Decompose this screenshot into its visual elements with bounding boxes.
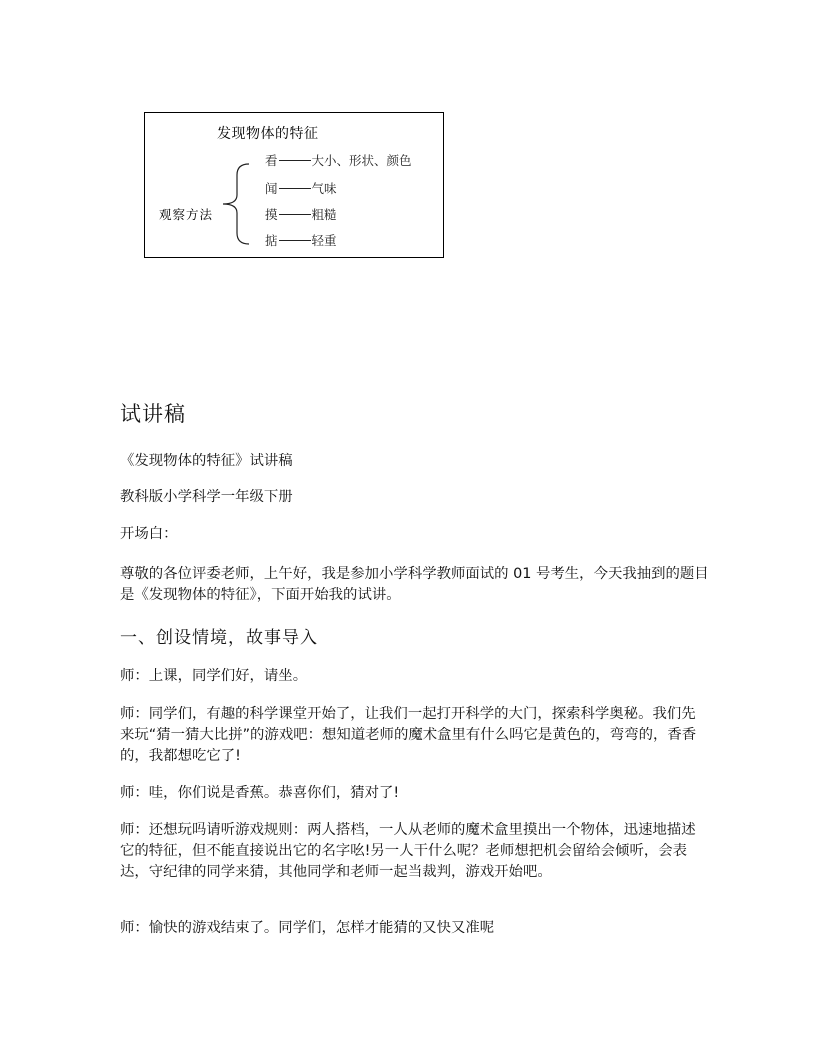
observation-method-diagram <box>144 112 444 258</box>
diagram-item-smell <box>265 179 337 197</box>
diagram-method-label: 观察方法 <box>159 207 214 222</box>
teacher-paragraph: 师：还想玩吗请听游戏规则：两人搭档，一人从老师的魔术盒里摸出一个物体，迅速地描述它的特征，但不能直接说出它的名字吆!另一人干什么呢？老师想把机会留给会倾听，会表达，守纪律的同学来猜，其他同学和老师一起当裁判，游戏开始吧。 <box>120 822 696 880</box>
teacher-paragraph: 师：同学们，有趣的科学课堂开始了，让我们一起打开科学的大门，探索科学奥秘。我们先来玩“猜一猜大比拼”的游戏吧：想知道老师的魔术盒里有什么吗它是黄色的，弯弯的，香香的，我都想吃它了! <box>120 706 697 764</box>
document-heading: 试讲稿 <box>120 402 186 426</box>
diagram-title: 发现物体的特征 <box>217 126 319 142</box>
diagram-item-action: 闻 <box>265 181 278 196</box>
opening-paragraph: 尊敬的各位评委老师，上午好，我是参加小学科学教师面试的 01 号考生，今天我抽到的题目是《发现物体的特征》，下面开始我的试讲。 <box>120 566 709 603</box>
teacher-paragraph: 师：愉快的游戏结束了。同学们，怎样才能猜的又快又准呢 <box>120 920 495 936</box>
teacher-paragraph: 师：哇，你们说是香蕉。恭喜你们，猜对了! <box>120 785 400 801</box>
diagram-item-target: 轻重 <box>311 233 337 248</box>
dash-line <box>279 160 311 161</box>
dash-line <box>279 214 311 215</box>
diagram-item-weigh <box>265 231 337 249</box>
opening-label: 开场白： <box>120 526 178 542</box>
section-heading: 一、创设情境，故事导入 <box>120 628 318 648</box>
diagram-item-look <box>265 151 412 169</box>
curly-brace-icon <box>215 163 251 245</box>
diagram-item-target: 粗糙 <box>311 207 337 222</box>
diagram-item-target: 气味 <box>311 181 337 196</box>
diagram-item-action: 掂 <box>265 233 278 248</box>
dash-line <box>279 240 311 241</box>
teacher-paragraph: 师：上课，同学们好，请坐。 <box>120 668 308 684</box>
textbook-edition: 教科版小学科学一年级下册 <box>120 489 293 505</box>
diagram-item-target: 大小、形状、颜色 <box>311 153 412 168</box>
diagram-item-touch <box>265 205 337 223</box>
dash-line <box>279 188 311 189</box>
diagram-item-action: 摸 <box>265 207 278 222</box>
lesson-title: 《发现物体的特征》试讲稿 <box>120 453 293 469</box>
diagram-item-action: 看 <box>265 153 278 168</box>
